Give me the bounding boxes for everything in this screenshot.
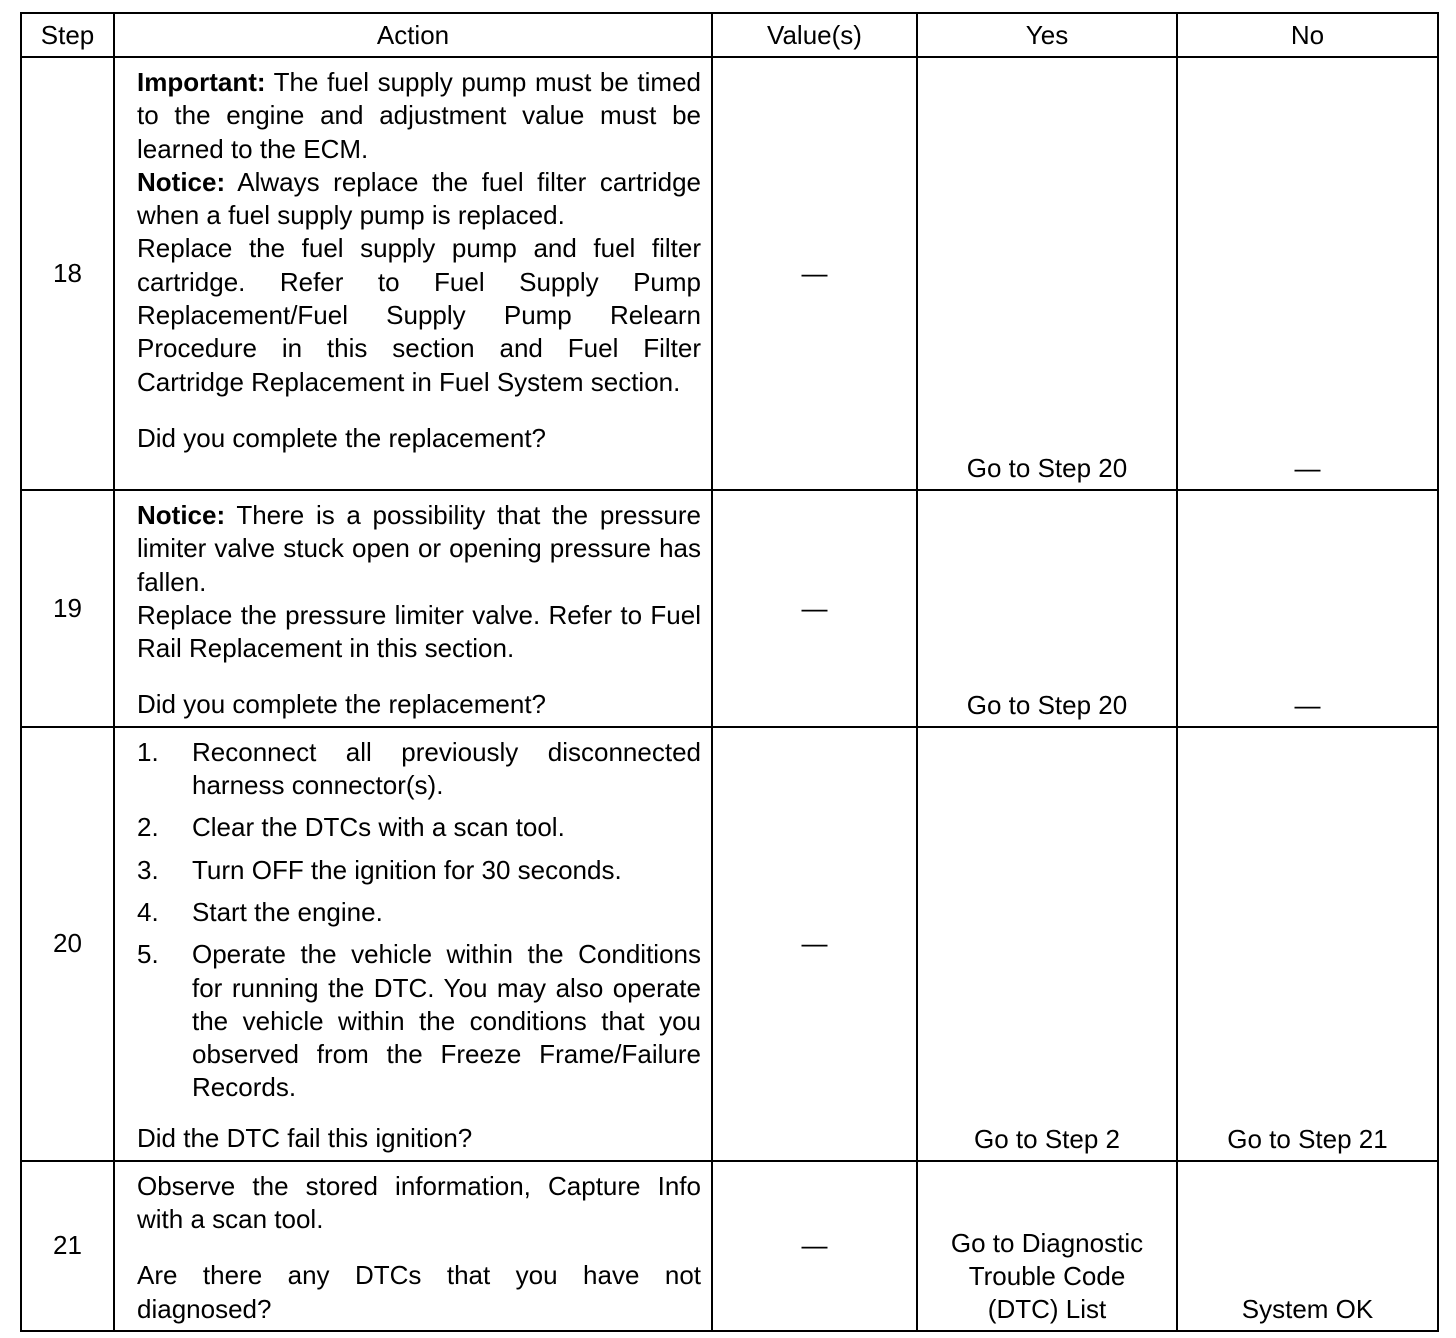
- list-item-number: 5.: [137, 939, 159, 970]
- list-item-number: 2.: [137, 812, 159, 843]
- step-number: 19: [21, 490, 114, 727]
- table-row-step-19: [21, 490, 1438, 727]
- yes-result: Go to Diagnostic Trouble Code (DTC) List: [917, 1161, 1177, 1331]
- header-action: Action: [114, 13, 712, 57]
- notice-label: Notice:: [137, 166, 226, 197]
- value-cell: —: [712, 57, 917, 490]
- header-step: Step: [21, 13, 114, 57]
- value-cell: —: [712, 490, 917, 727]
- list-item-text: Reconnect all previously disconnected harness connector(s).: [192, 736, 701, 801]
- instruction-text: Observe the stored information, Capture Info with a scan tool.: [137, 1170, 701, 1235]
- yes-result: Go to Step 20: [917, 57, 1177, 490]
- notice-text: Always replace the fuel filter cartridge when a fuel supply pump is replaced.: [137, 166, 701, 231]
- yes-result: Go to Step 2: [917, 727, 1177, 1161]
- header-values: Value(s): [712, 13, 917, 57]
- step-number: 18: [21, 57, 114, 490]
- notice-note: [137, 499, 701, 599]
- list-item: [137, 811, 701, 844]
- no-result: System OK: [1177, 1161, 1438, 1331]
- header-yes: Yes: [917, 13, 1177, 57]
- list-item-number: 3.: [137, 854, 159, 885]
- value-cell: —: [712, 1161, 917, 1331]
- notice-note: [137, 166, 701, 233]
- list-item: [137, 854, 701, 887]
- important-text: The fuel supply pump must be timed to the engine and adjustment value must be learned to the ECM.: [137, 67, 701, 164]
- action-cell: [114, 1161, 712, 1331]
- list-item-number: 4.: [137, 896, 159, 927]
- value-cell: —: [712, 727, 917, 1161]
- instruction-text: Replace the pressure limiter valve. Refer to Fuel Rail Replacement in this section.: [137, 599, 701, 664]
- important-label: Important:: [137, 67, 266, 97]
- important-note: [137, 66, 701, 166]
- question-text: Are there any DTCs that you have not diagnosed?: [137, 1260, 701, 1324]
- step-number: 21: [21, 1161, 114, 1331]
- no-result: —: [1177, 490, 1438, 727]
- notice-label: Notice:: [137, 500, 226, 530]
- list-item: [137, 736, 701, 803]
- action-cell: [114, 727, 712, 1161]
- header-row: [21, 13, 1438, 57]
- list-item: [137, 896, 701, 929]
- list-item: [137, 938, 701, 1104]
- step-number: 20: [21, 727, 114, 1161]
- action-cell: [114, 490, 712, 727]
- list-item-text: Clear the DTCs with a scan tool.: [192, 812, 565, 843]
- list-item-text: Start the engine.: [192, 896, 383, 927]
- diagnostic-table: [20, 12, 1439, 1332]
- question-text: Did you complete the replacement?: [137, 422, 547, 453]
- table-row-step-21: [21, 1161, 1438, 1331]
- procedure-list: [137, 736, 701, 1105]
- header-no: No: [1177, 13, 1438, 57]
- instruction-text: Replace the fuel supply pump and fuel filter cartridge. Refer to Fuel Supply Pump Replacement/Fuel Supply Pump Relearn Procedure in this section and Fuel Filter Cartridge Replacement in Fuel System section.: [137, 233, 701, 397]
- yes-result: Go to Step 20: [917, 490, 1177, 727]
- no-result: —: [1177, 57, 1438, 490]
- question-text: Did you complete the replacement?: [137, 689, 547, 720]
- question-text: Did the DTC fail this ignition?: [137, 1122, 473, 1153]
- action-cell: [114, 57, 712, 490]
- no-result: Go to Step 21: [1177, 727, 1438, 1161]
- list-item-text: Operate the vehicle within the Conditions for running the DTC. You may also operate the vehicle within the conditions that you observed from the Freeze Frame/Failure Records.: [192, 939, 701, 1103]
- list-item-number: 1.: [137, 736, 159, 767]
- table-row-step-18: [21, 57, 1438, 490]
- notice-text: There is a possibility that the pressure limiter valve stuck open or opening pressure has fallen.: [137, 500, 701, 597]
- table-row-step-20: [21, 727, 1438, 1161]
- list-item-text: Turn OFF the ignition for 30 seconds.: [192, 854, 622, 885]
